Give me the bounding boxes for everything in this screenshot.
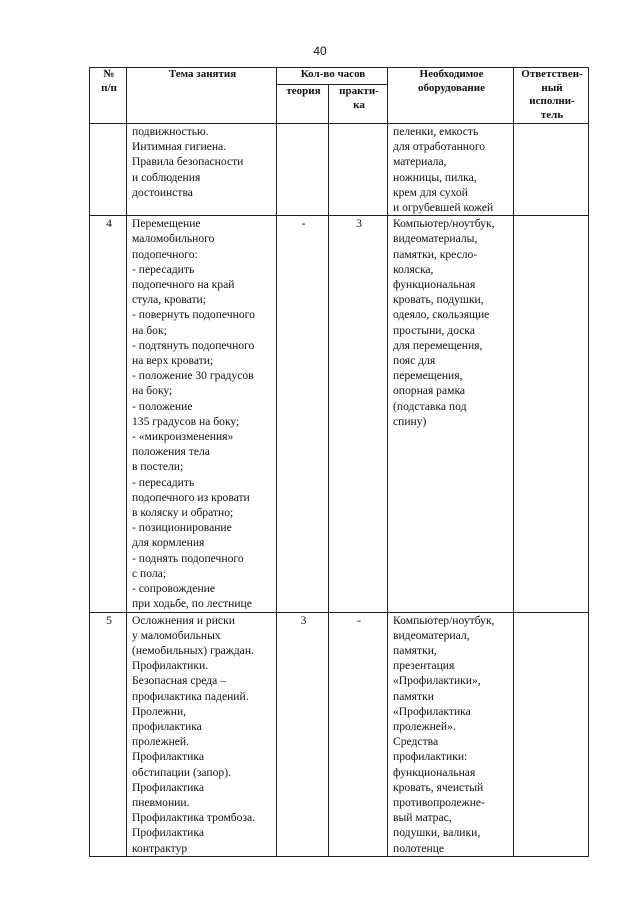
text-line: тель: [540, 108, 564, 121]
text-line: для отработанного: [393, 140, 486, 154]
row-num: [90, 612, 127, 856]
text-line: - «микроизменения»: [132, 430, 234, 444]
text-line: - подтянуть подопечного: [132, 338, 255, 352]
text-line: памятки: [393, 689, 434, 703]
row-responsible: [514, 216, 589, 612]
text-line: спину): [393, 414, 427, 428]
text-line: - поднять подопечного: [132, 551, 244, 565]
text-line: Правила безопасности: [132, 155, 244, 169]
text-line: пролежней».: [393, 719, 456, 733]
text-line: ный: [541, 81, 563, 94]
text-line: Безопасная среда –: [132, 674, 227, 688]
text-line: на верх кровати;: [132, 354, 214, 368]
text-line: «Профилактика: [393, 704, 471, 718]
text-line: положения тела: [132, 445, 210, 459]
text-line: профилактики:: [393, 750, 468, 764]
text-line: для кормления: [132, 536, 205, 550]
text-line: №: [103, 68, 115, 80]
text-line: крем для сухой: [393, 185, 468, 199]
text-line: коляска,: [393, 262, 434, 276]
text-line: Кол-во часов: [300, 68, 366, 80]
text-line: вый матрас,: [393, 811, 452, 825]
text-line: материала,: [393, 155, 447, 169]
text-line: Тема занятия: [168, 68, 237, 80]
row-equipment: [388, 612, 514, 856]
text-line: 5: [106, 613, 112, 627]
row-topic: [127, 612, 277, 856]
header-practice: [329, 85, 388, 124]
text-line: п/п: [101, 81, 117, 94]
text-line: -: [357, 613, 361, 627]
text-line: (немобильных) граждан.: [132, 643, 254, 657]
text-line: - пересадить: [132, 262, 195, 276]
table-row: [90, 216, 589, 612]
row-theory: [277, 612, 329, 856]
text-line: Профилактика тромбоза.: [132, 811, 256, 825]
header-responsible: [514, 68, 589, 124]
text-line: оборудование: [418, 81, 485, 94]
text-line: (подставка под: [393, 399, 467, 413]
text-line: - повернуть подопечного: [132, 308, 255, 322]
text-line: исполни-: [529, 95, 575, 107]
row-practice: [329, 216, 388, 612]
text-line: Ответствен-: [521, 68, 583, 80]
text-line: при ходьбе, по лестнице: [132, 597, 252, 611]
header-theory: [277, 85, 329, 124]
lesson-table: [89, 67, 589, 857]
text-line: памятки,: [393, 643, 437, 657]
text-line: и соблюдения: [132, 170, 201, 184]
row-responsible: [514, 612, 589, 856]
text-line: - положение: [132, 399, 193, 413]
text-line: Интимная гигиена.: [132, 140, 227, 154]
text-line: кровать, подушки,: [393, 293, 484, 307]
text-line: опорная рамка: [393, 384, 466, 398]
text-line: теория: [286, 85, 321, 97]
text-line: - положение 30 градусов: [132, 369, 254, 383]
header-topic: [127, 68, 277, 124]
text-line: на боку;: [132, 384, 173, 398]
text-line: видеоматериал,: [393, 628, 470, 642]
text-line: -: [301, 217, 306, 231]
row-equipment: [388, 124, 514, 216]
text-line: памятки, кресло-: [393, 247, 478, 261]
text-line: контрактур: [132, 841, 188, 855]
text-line: - сопровождение: [132, 582, 216, 596]
text-line: Средства: [393, 735, 439, 749]
text-line: подушки, валики,: [393, 826, 481, 840]
header-hours: [277, 68, 388, 85]
table-header-row: [90, 68, 589, 85]
row-practice: [329, 124, 388, 216]
row-topic: [127, 124, 277, 216]
text-line: одеяло, скользящие: [393, 308, 490, 322]
text-line: противопролежне-: [393, 795, 485, 809]
row-num: [90, 216, 127, 612]
table-row: [90, 124, 589, 216]
text-line: в постели;: [132, 460, 184, 474]
text-line: - позиционирование: [132, 521, 232, 535]
text-line: подопечного:: [132, 247, 198, 261]
text-line: обстипации (запор).: [132, 765, 231, 779]
row-topic: [127, 216, 277, 612]
text-line: простыни, доска: [393, 323, 476, 337]
text-line: и огрубевшей кожей: [393, 201, 494, 215]
text-line: Пролежни,: [132, 704, 187, 718]
text-line: 135 градусов на боку;: [132, 414, 240, 428]
text-line: профилактика: [132, 719, 202, 733]
text-line: функциональная: [393, 765, 476, 779]
header-num: [90, 68, 127, 124]
text-line: ножницы, пилка,: [393, 170, 477, 184]
text-line: пояс для: [393, 354, 436, 368]
text-line: Профилактики.: [132, 659, 209, 673]
text-line: подвижностью.: [132, 125, 209, 138]
text-line: стула, кровати;: [132, 293, 206, 307]
text-line: Перемещение: [132, 217, 201, 231]
row-responsible: [514, 124, 589, 216]
page-number: 40: [313, 44, 327, 58]
text-line: Осложнения и риски: [132, 613, 235, 627]
text-line: «Профилактики»,: [393, 674, 481, 688]
text-line: Необходимое: [419, 68, 484, 80]
text-line: 3: [356, 217, 362, 231]
text-line: пролежней.: [132, 735, 190, 749]
text-line: кровать, ячеистый: [393, 780, 484, 794]
header-equipment: [388, 68, 514, 124]
text-line: практи-: [339, 85, 379, 97]
row-practice: [329, 612, 388, 856]
text-line: перемещения,: [393, 369, 463, 383]
text-line: Профилактика: [132, 750, 204, 764]
text-line: Профилактика: [132, 826, 204, 840]
text-line: профилактика падений.: [132, 689, 249, 703]
text-line: пневмонии.: [132, 795, 190, 809]
row-num: [90, 124, 127, 216]
text-line: маломобильного: [132, 232, 215, 246]
text-line: в коляску и обратно;: [132, 506, 234, 520]
text-line: у маломобильных: [132, 628, 221, 642]
table-row: [90, 612, 589, 856]
text-line: подопечного из кровати: [132, 490, 250, 504]
row-equipment: [388, 216, 514, 612]
text-line: полотенце: [393, 841, 445, 855]
text-line: 4: [106, 217, 112, 231]
text-line: Профилактика: [132, 780, 204, 794]
text-line: ка: [353, 98, 365, 111]
text-line: презентация: [393, 659, 455, 673]
text-line: функциональная: [393, 278, 476, 292]
text-line: - пересадить: [132, 475, 195, 489]
text-line: пеленки, емкость: [393, 125, 479, 138]
text-line: Компьютер/ноутбук,: [393, 613, 495, 627]
row-theory: [277, 124, 329, 216]
text-line: для перемещения,: [393, 338, 483, 352]
text-line: подопечного на край: [132, 278, 235, 292]
row-theory: [277, 216, 329, 612]
text-line: видеоматериалы,: [393, 232, 478, 246]
text-line: на бок;: [132, 323, 167, 337]
text-line: Компьютер/ноутбук,: [393, 217, 495, 231]
text-line: 3: [300, 613, 307, 627]
text-line: достоинства: [132, 185, 193, 199]
text-line: с пола;: [132, 566, 167, 580]
